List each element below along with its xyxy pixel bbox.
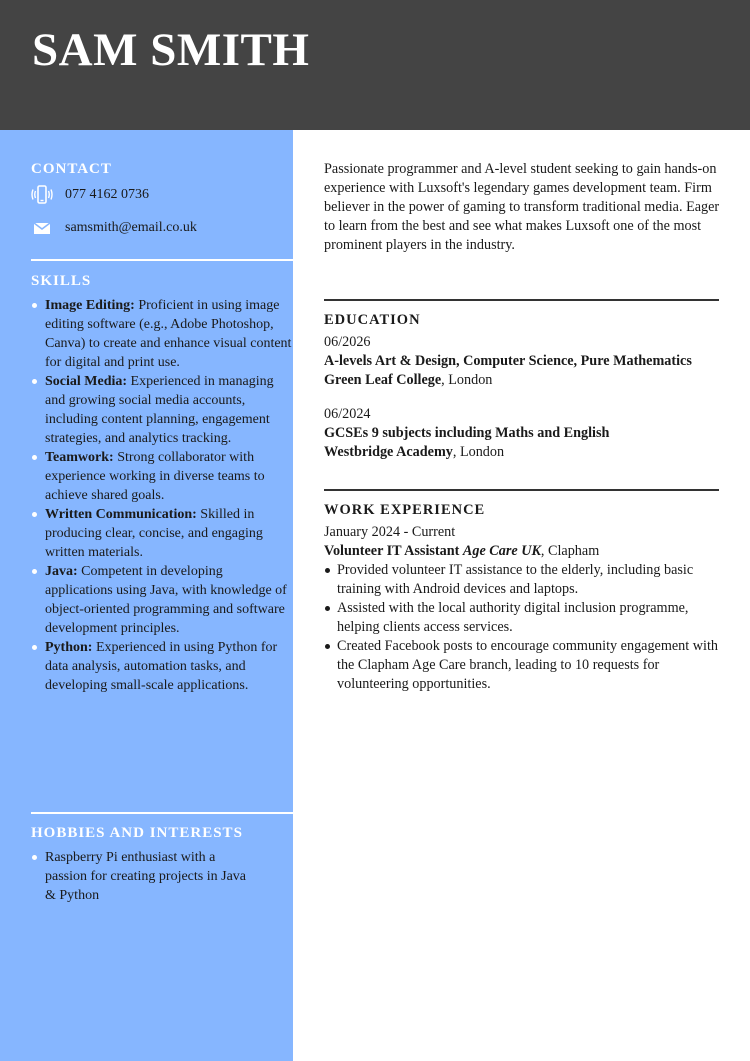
hobbies-heading: HOBBIES AND INTERESTS	[31, 825, 243, 841]
list-item: Python: Experienced in using Python for data analysis, automation tasks, and developing small-scale applications.	[31, 638, 293, 695]
list-item: Social Media: Experienced in managing and growing social media accounts, including content planning, engagement strategies, and analytics tracking.	[31, 372, 293, 448]
job-title: Volunteer IT Assistant	[324, 543, 460, 559]
list-item: Created Facebook posts to encourage community engagement with the Clapham Age Care branch, leading to 10 requests for volunteering opportunities.	[324, 637, 720, 694]
education-heading: EDUCATION	[324, 312, 421, 328]
hobbies-section	[31, 824, 293, 905]
list-item: Raspberry Pi enthusiast with a passion for creating projects in Java & Python	[31, 848, 251, 905]
education-qualification: A-levels Art & Design, Computer Science, Pure Mathematics	[324, 353, 692, 369]
skills-list	[31, 296, 293, 695]
education-school-line	[324, 443, 720, 462]
section-divider	[324, 299, 719, 301]
list-item: Java: Competent in developing applications using Java, with knowledge of object-oriented programming and software development principles.	[31, 562, 293, 638]
company-name: Age Care UK	[462, 543, 541, 559]
resume-header	[0, 0, 750, 130]
skills-heading: SKILLS	[31, 273, 92, 289]
phone-row	[31, 184, 293, 206]
list-item: Image Editing: Proficient in using image editing software (e.g., Adobe Photoshop, Canva) to create and enhance visual content for digital and print use.	[31, 296, 293, 372]
education-school: Green Leaf College	[324, 372, 442, 388]
list-item: Teamwork: Strong collaborator with experience working in diverse teams to achieve shared goals.	[31, 448, 293, 505]
education-location: , London	[441, 372, 493, 388]
sidebar-divider	[31, 812, 293, 814]
contact-section	[31, 160, 293, 239]
section-divider	[324, 489, 719, 491]
phone-number[interactable]: 077 4162 0736	[65, 187, 149, 202]
sidebar-divider	[31, 259, 293, 261]
education-location: , London	[452, 444, 505, 460]
list-item: Written Communication: Skilled in producing clear, concise, and engaging written materials.	[31, 505, 293, 562]
work-title-line	[324, 542, 720, 561]
email-row	[31, 217, 293, 239]
education-entry	[324, 333, 720, 390]
education-date: 06/2026	[324, 334, 371, 350]
summary-text: Passionate programmer and A-level student seeking to gain hands-on experience with Luxsoft's legendary games development team. Firm believer in the power of gaming to transform traditional media. Eager to learn from the best and see what makes Luxsoft one of the most prominent players in the industry.	[324, 161, 720, 253]
list-item: Provided volunteer IT assistance to the elderly, including basic training with Android devices and laptops.	[324, 561, 720, 599]
work-bullets	[324, 561, 720, 694]
contact-heading: CONTACT	[31, 161, 112, 177]
work-heading: WORK EXPERIENCE	[324, 502, 486, 518]
education-school: Westbridge Academy	[324, 444, 453, 460]
education-date: 06/2024	[324, 406, 371, 422]
work-location: , Clapham	[540, 543, 600, 559]
hobbies-list	[31, 848, 251, 905]
education-entry	[324, 405, 720, 462]
work-date: January 2024 - Current	[324, 524, 456, 540]
envelope-icon	[31, 217, 53, 239]
candidate-name: SAM SMITH	[32, 24, 310, 76]
phone-icon	[31, 184, 53, 206]
work-entry	[324, 523, 720, 694]
skills-section	[31, 272, 293, 695]
education-school-line	[324, 371, 720, 390]
list-item: Assisted with the local authority digital inclusion programme, helping clients access services.	[324, 599, 720, 637]
education-qualification: GCSEs 9 subjects including Maths and English	[324, 425, 610, 441]
profile-summary	[324, 160, 720, 255]
email-address[interactable]: samsmith@email.co.uk	[65, 220, 197, 235]
